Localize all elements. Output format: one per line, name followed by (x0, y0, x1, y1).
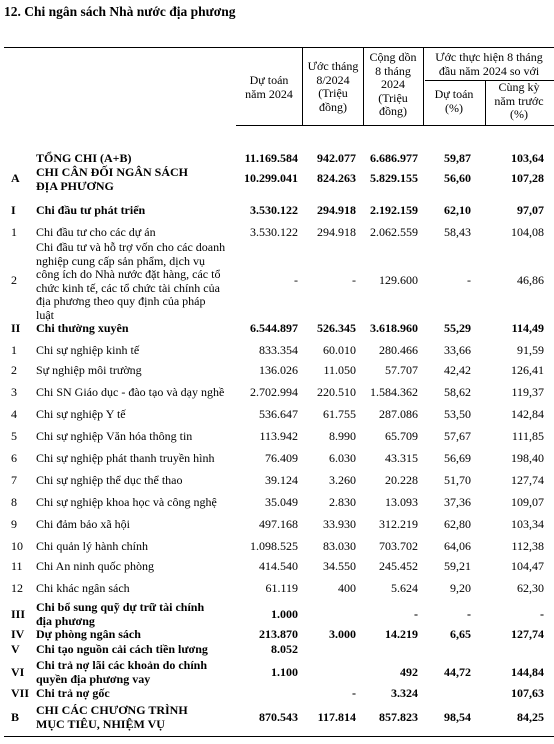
value-pct-same-period: 144,84 (511, 665, 544, 679)
value-pct-estimate: 51,70 (444, 473, 471, 487)
row-label: TỔNG CHI (A+B) (36, 151, 132, 165)
value-month-8: 2.830 (329, 495, 356, 509)
value-pct-same-period: 91,59 (517, 343, 544, 357)
row-label: Chi sự nghiệp Văn hóa thông tin (36, 429, 193, 443)
row-label: Chi đầu tư phát triển (36, 203, 146, 217)
row-label: Chi trả nợ gốc (36, 686, 110, 700)
value-pct-same-period: 97,07 (517, 203, 544, 217)
value-month-8: 400 (338, 581, 356, 595)
value-pct-same-period: 126,41 (511, 363, 544, 377)
header-divider (363, 48, 364, 125)
value-month-8: - (352, 273, 356, 287)
value-pct-estimate: 56,69 (444, 451, 471, 465)
value-month-8: 824.263 (317, 171, 356, 185)
value-estimate-2024: 3.530.122 (250, 203, 298, 217)
value-cumulative: 2.192.159 (370, 203, 418, 217)
value-pct-estimate: 37,36 (444, 495, 471, 509)
header-group-rule (425, 80, 554, 81)
row-label: Chi trả nợ lãi các khoản do chính quyền địa phương vay (36, 658, 208, 686)
row-label: CHI CÂN ĐỐI NGÂN SÁCH ĐỊA PHƯƠNG (36, 165, 189, 193)
value-month-8: 526.345 (317, 321, 356, 335)
row-index: I (11, 203, 16, 217)
value-cumulative: - (414, 607, 418, 621)
value-cumulative: 129.600 (379, 273, 418, 287)
value-estimate-2024: 833.354 (259, 343, 298, 357)
value-cumulative: 492 (400, 665, 418, 679)
value-month-8: 6.030 (329, 451, 356, 465)
value-pct-same-period: 104,08 (511, 225, 544, 239)
row-label: Chi sự nghiệp phát thanh truyền hình (36, 451, 215, 465)
row-label: Chi sự nghiệp thể dục thể thao (36, 473, 183, 487)
row-index: 6 (11, 451, 17, 465)
value-estimate-2024: 2.702.994 (250, 385, 298, 399)
row-index: IV (11, 627, 25, 641)
value-estimate-2024: 870.543 (259, 710, 298, 724)
value-pct-estimate: 44,72 (444, 665, 471, 679)
value-estimate-2024: 414.540 (259, 559, 298, 573)
value-cumulative: 20.228 (385, 473, 418, 487)
value-estimate-2024: 11.169.584 (244, 151, 298, 165)
value-month-8: 61.755 (323, 407, 356, 421)
value-estimate-2024: 6.544.897 (250, 321, 298, 335)
value-estimate-2024: 3.530.122 (250, 225, 298, 239)
value-pct-estimate: 59,87 (444, 151, 471, 165)
row-index: 12 (11, 581, 23, 595)
value-month-8: 34.550 (323, 559, 356, 573)
value-estimate-2024: 10.299.041 (244, 171, 298, 185)
value-cumulative: 280.466 (379, 343, 418, 357)
header-divider (423, 48, 424, 125)
value-pct-estimate: 9,20 (450, 581, 471, 595)
value-month-8: 11.050 (323, 363, 356, 377)
value-pct-same-period: 127,74 (511, 473, 544, 487)
header-comparison-group: Ước thực hiện 8 tháng đầu năm 2024 so với (435, 50, 543, 78)
value-cumulative: 703.702 (379, 539, 418, 553)
row-label: Chi đầu tư và hỗ trợ vốn cho các doanh nghiệp cung cấp sản phẩm, dịch vụ công ích do Nhà nước đặt hàng, các tổ chức kinh tế, các tổ chức tài chính của địa phương theo quy định của pháp luật (36, 240, 226, 322)
value-estimate-2024: 536.647 (259, 407, 298, 421)
row-index: B (11, 710, 20, 724)
value-pct-estimate: 55,29 (444, 321, 471, 335)
value-month-8: 3.260 (329, 473, 356, 487)
value-cumulative: 1.584.362 (370, 385, 418, 399)
value-estimate-2024: 213.870 (259, 627, 298, 641)
value-pct-same-period: 112,38 (511, 539, 544, 553)
value-pct-estimate: 33,66 (444, 343, 471, 357)
row-index: 7 (11, 473, 17, 487)
value-cumulative: 14.219 (385, 627, 418, 641)
value-pct-estimate: 62,80 (444, 517, 471, 531)
value-estimate-2024: 1.000 (271, 607, 298, 621)
value-estimate-2024: - (294, 273, 298, 287)
row-label: Chi đảm bảo xã hội (36, 517, 130, 531)
value-cumulative: 13.093 (385, 495, 418, 509)
value-cumulative: 245.452 (379, 559, 418, 573)
value-estimate-2024: 497.168 (259, 517, 298, 531)
value-month-8: 220.510 (317, 385, 356, 399)
value-month-8: 942.077 (317, 151, 356, 165)
value-pct-estimate: 6,65 (450, 627, 471, 641)
row-index: 9 (11, 517, 17, 531)
value-pct-same-period: - (540, 607, 544, 621)
page-title: 12. Chi ngân sách Nhà nước địa phương (4, 4, 236, 19)
value-cumulative: 57.707 (385, 363, 418, 377)
table-top-rule (4, 47, 554, 48)
value-cumulative: 6.686.977 (370, 151, 418, 165)
value-estimate-2024: 61.119 (265, 581, 298, 595)
row-index: 2 (11, 273, 17, 287)
row-label: Chi bổ sung quỹ dự trữ tài chính địa phương (36, 600, 205, 628)
value-pct-same-period: 111,85 (511, 429, 544, 443)
value-pct-same-period: 103,64 (511, 151, 544, 165)
value-month-8: 294.918 (317, 203, 356, 217)
value-pct-estimate: 57,67 (444, 429, 471, 443)
value-pct-same-period: 84,25 (517, 710, 544, 724)
row-index: 2 (11, 363, 17, 377)
row-index: 5 (11, 429, 17, 443)
value-pct-same-period: 107,63 (511, 686, 544, 700)
value-estimate-2024: 113.942 (259, 429, 298, 443)
row-label: Chi sự nghiệp khoa học và công nghệ (36, 495, 217, 509)
row-label: Chi tạo nguồn cải cách tiền lương (36, 642, 208, 656)
row-index: 4 (11, 407, 17, 421)
value-pct-estimate: 58,43 (444, 225, 471, 239)
row-index: 11 (11, 559, 23, 573)
header-divider (302, 48, 303, 125)
header-estimate-2024: Dự toán năm 2024 (245, 73, 293, 101)
value-cumulative: 3.324 (391, 686, 418, 700)
value-pct-same-period: 62,30 (517, 581, 544, 595)
value-pct-same-period: 114,49 (511, 321, 544, 335)
value-cumulative: 2.062.559 (370, 225, 418, 239)
row-label: Chi quản lý hành chính (36, 539, 148, 553)
header-cumulative: Cộng dồn 8 tháng 2024 (Triệu đồng) (369, 50, 417, 118)
header-vs-same-period: Cùng kỳ năm trước (%) (494, 80, 544, 121)
row-index: II (11, 321, 21, 335)
row-label: CHI CÁC CHƯƠNG TRÌNH MỤC TIÊU, NHIỆM VỤ (36, 703, 188, 731)
value-pct-estimate: 56,60 (444, 171, 471, 185)
value-cumulative: 3.618.960 (370, 321, 418, 335)
value-pct-same-period: 109,07 (511, 495, 544, 509)
value-month-8: 3.000 (329, 627, 356, 641)
value-estimate-2024: 76.409 (265, 451, 298, 465)
value-pct-same-period: 46,86 (517, 273, 544, 287)
value-estimate-2024: 1.098.525 (250, 539, 298, 553)
value-estimate-2024: 35.049 (265, 495, 298, 509)
value-pct-same-period: 103,34 (511, 517, 544, 531)
value-month-8: 83.030 (323, 539, 356, 553)
row-index: 8 (11, 495, 17, 509)
row-label: Sự nghiệp môi trường (36, 363, 142, 377)
header-month-8: Ước tháng 8/2024 (Triệu đồng) (307, 59, 359, 114)
row-index: 10 (11, 539, 23, 553)
value-month-8: 294.918 (317, 225, 356, 239)
table-bottom-rule (4, 736, 554, 737)
value-cumulative: 43.315 (385, 451, 418, 465)
value-pct-estimate: 98,54 (444, 710, 471, 724)
value-month-8: 60.010 (323, 343, 356, 357)
value-pct-estimate: - (467, 607, 471, 621)
row-label: Chi An ninh quốc phòng (36, 559, 155, 573)
row-index: 1 (11, 225, 17, 239)
header-divider (485, 81, 486, 125)
row-index: III (11, 607, 26, 621)
value-pct-same-period: 107,28 (511, 171, 544, 185)
value-pct-estimate: - (467, 273, 471, 287)
value-month-8: 117.814 (317, 710, 356, 724)
value-pct-same-period: 119,37 (511, 385, 544, 399)
row-label: Chi sự nghiệp kinh tế (36, 343, 140, 357)
value-estimate-2024: 39.124 (265, 473, 298, 487)
row-label: Chi khác ngân sách (36, 581, 130, 595)
value-cumulative: 312.219 (379, 517, 418, 531)
row-label: Chi SN Giáo dục - đào tạo và dạy nghề (36, 385, 225, 399)
value-pct-estimate: 62,10 (444, 203, 471, 217)
value-cumulative: 5.624 (391, 581, 418, 595)
value-pct-estimate: 58,62 (444, 385, 471, 399)
value-pct-same-period: 142,84 (511, 407, 544, 421)
value-cumulative: 857.823 (379, 710, 418, 724)
value-month-8: 8.990 (329, 429, 356, 443)
value-pct-estimate: 42,42 (444, 363, 471, 377)
value-estimate-2024: 136.026 (259, 363, 298, 377)
value-estimate-2024: 1.100 (271, 665, 298, 679)
row-index: 3 (11, 385, 17, 399)
row-index: VI (11, 665, 25, 679)
value-month-8: 33.930 (323, 517, 356, 531)
row-index: A (11, 171, 20, 185)
value-pct-estimate: 64,06 (444, 539, 471, 553)
row-index: 1 (11, 343, 17, 357)
row-index: V (11, 642, 20, 656)
value-month-8: - (352, 686, 356, 700)
row-index: VII (11, 686, 30, 700)
row-label: Chi đầu tư cho các dự án (36, 225, 156, 239)
value-cumulative: 5.829.155 (370, 171, 418, 185)
value-estimate-2024: 8.052 (271, 642, 298, 656)
value-pct-same-period: 127,74 (511, 627, 544, 641)
value-pct-estimate: 59,21 (444, 559, 471, 573)
value-pct-same-period: 104,47 (511, 559, 544, 573)
value-pct-same-period: 198,40 (511, 451, 544, 465)
value-cumulative: 65.709 (385, 429, 418, 443)
row-label: Chi thường xuyên (36, 321, 129, 335)
value-pct-estimate: 53,50 (444, 407, 471, 421)
header-vs-estimate: Dự toán (%) (434, 87, 474, 115)
row-label: Chi sự nghiệp Y tế (36, 407, 126, 421)
row-label: Dự phòng ngân sách (36, 627, 141, 641)
header-bottom-rule (236, 125, 554, 126)
value-cumulative: 287.086 (379, 407, 418, 421)
